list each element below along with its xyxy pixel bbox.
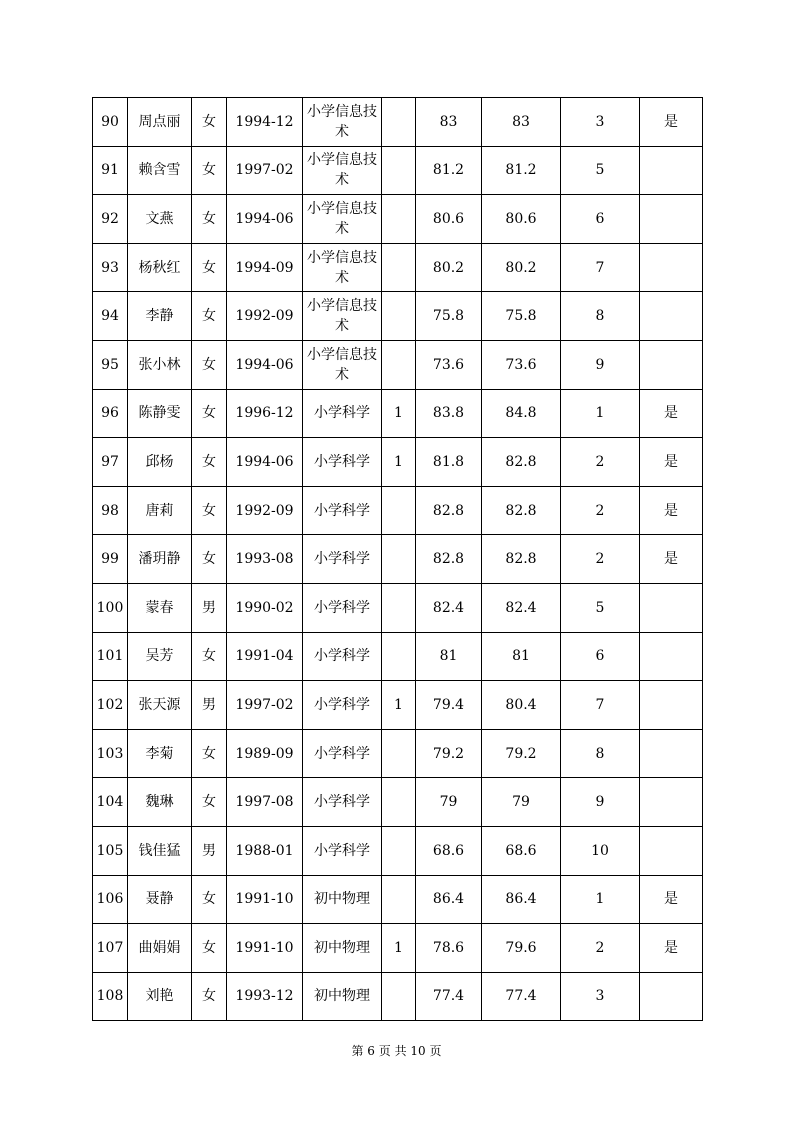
table-row: [93, 146, 703, 195]
birth-date-cell: 1994-06: [227, 438, 303, 487]
subject-cell: 小学科学: [303, 729, 382, 778]
rank-cell: 2: [561, 438, 640, 487]
subject-cell: 小学信息技术: [303, 243, 382, 292]
subject-cell: 小学科学: [303, 826, 382, 875]
gender-cell: 女: [192, 972, 227, 1021]
birth-date-cell: 1993-08: [227, 535, 303, 584]
table-row: [93, 486, 703, 535]
table-row: [93, 729, 703, 778]
bonus-points-cell: [382, 486, 416, 535]
row-number-cell: 96: [93, 389, 128, 438]
selected-cell: [640, 778, 703, 827]
name-cell: 曲娟娟: [128, 924, 192, 973]
row-number-cell: 105: [93, 826, 128, 875]
name-cell: 潘玥静: [128, 535, 192, 584]
score-cell: 79.2: [416, 729, 482, 778]
row-number-cell: 107: [93, 924, 128, 973]
row-number-cell: 95: [93, 340, 128, 389]
subject-cell: 小学科学: [303, 389, 382, 438]
bonus-points-cell: [382, 875, 416, 924]
score-cell: 78.6: [416, 924, 482, 973]
table-row: [93, 243, 703, 292]
rank-cell: 7: [561, 243, 640, 292]
score-cell: 80.2: [416, 243, 482, 292]
row-number-cell: 94: [93, 292, 128, 341]
selected-cell: [640, 146, 703, 195]
gender-cell: 女: [192, 875, 227, 924]
total-score-cell: 82.8: [482, 535, 561, 584]
rank-cell: 8: [561, 729, 640, 778]
selected-cell: [640, 195, 703, 244]
rank-cell: 6: [561, 195, 640, 244]
total-score-cell: 84.8: [482, 389, 561, 438]
row-number-cell: 91: [93, 146, 128, 195]
name-cell: 陈静雯: [128, 389, 192, 438]
table-row: [93, 389, 703, 438]
subject-cell: 小学科学: [303, 632, 382, 681]
total-score-cell: 81: [482, 632, 561, 681]
subject-cell: 初中物理: [303, 875, 382, 924]
table-row: [93, 632, 703, 681]
selected-cell: 是: [640, 389, 703, 438]
gender-cell: 女: [192, 389, 227, 438]
selected-cell: [640, 729, 703, 778]
bonus-points-cell: [382, 583, 416, 632]
rank-cell: 10: [561, 826, 640, 875]
gender-cell: 女: [192, 486, 227, 535]
total-score-cell: 68.6: [482, 826, 561, 875]
score-cell: 68.6: [416, 826, 482, 875]
row-number-cell: 108: [93, 972, 128, 1021]
name-cell: 杨秋红: [128, 243, 192, 292]
rank-cell: 2: [561, 535, 640, 584]
score-cell: 81: [416, 632, 482, 681]
total-score-cell: 82.4: [482, 583, 561, 632]
rank-cell: 2: [561, 924, 640, 973]
footer-prefix: 第: [351, 1044, 364, 1058]
footer-total-pages: 10: [410, 1044, 426, 1058]
birth-date-cell: 1988-01: [227, 826, 303, 875]
score-cell: 81.2: [416, 146, 482, 195]
bonus-points-cell: 1: [382, 924, 416, 973]
table-body: [93, 98, 703, 1021]
total-score-cell: 80.6: [482, 195, 561, 244]
selected-cell: 是: [640, 486, 703, 535]
name-cell: 李静: [128, 292, 192, 341]
birth-date-cell: 1991-10: [227, 924, 303, 973]
score-cell: 82.4: [416, 583, 482, 632]
total-score-cell: 80.4: [482, 681, 561, 730]
total-score-cell: 86.4: [482, 875, 561, 924]
bonus-points-cell: [382, 195, 416, 244]
total-score-cell: 79.2: [482, 729, 561, 778]
gender-cell: 女: [192, 438, 227, 487]
name-cell: 魏琳: [128, 778, 192, 827]
selected-cell: [640, 681, 703, 730]
birth-date-cell: 1997-08: [227, 778, 303, 827]
subject-cell: 初中物理: [303, 924, 382, 973]
bonus-points-cell: 1: [382, 438, 416, 487]
gender-cell: 女: [192, 146, 227, 195]
selected-cell: [640, 826, 703, 875]
table-row: [93, 972, 703, 1021]
subject-cell: 小学科学: [303, 681, 382, 730]
bonus-points-cell: [382, 340, 416, 389]
footer-page-number: 6: [367, 1044, 375, 1058]
subject-cell: 小学信息技术: [303, 98, 382, 147]
subject-cell: 小学科学: [303, 583, 382, 632]
birth-date-cell: 1994-06: [227, 340, 303, 389]
rank-cell: 1: [561, 389, 640, 438]
rank-cell: 5: [561, 146, 640, 195]
score-cell: 82.8: [416, 486, 482, 535]
name-cell: 赖含雪: [128, 146, 192, 195]
birth-date-cell: 1992-09: [227, 486, 303, 535]
row-number-cell: 100: [93, 583, 128, 632]
score-cell: 83: [416, 98, 482, 147]
total-score-cell: 79.6: [482, 924, 561, 973]
table-row: [93, 438, 703, 487]
selected-cell: 是: [640, 535, 703, 584]
score-cell: 79.4: [416, 681, 482, 730]
table-row: [93, 681, 703, 730]
subject-cell: 小学科学: [303, 486, 382, 535]
name-cell: 唐莉: [128, 486, 192, 535]
row-number-cell: 103: [93, 729, 128, 778]
table-row: [93, 924, 703, 973]
row-number-cell: 101: [93, 632, 128, 681]
row-number-cell: 92: [93, 195, 128, 244]
name-cell: 张小林: [128, 340, 192, 389]
birth-date-cell: 1993-12: [227, 972, 303, 1021]
subject-cell: 小学科学: [303, 438, 382, 487]
score-cell: 77.4: [416, 972, 482, 1021]
rank-cell: 2: [561, 486, 640, 535]
birth-date-cell: 1997-02: [227, 681, 303, 730]
page-footer: [0, 1042, 793, 1059]
bonus-points-cell: [382, 729, 416, 778]
selected-cell: 是: [640, 924, 703, 973]
table-row: [93, 195, 703, 244]
birth-date-cell: 1994-06: [227, 195, 303, 244]
subject-cell: 小学信息技术: [303, 292, 382, 341]
gender-cell: 男: [192, 826, 227, 875]
selected-cell: 是: [640, 98, 703, 147]
rank-cell: 3: [561, 98, 640, 147]
selected-cell: [640, 583, 703, 632]
total-score-cell: 83: [482, 98, 561, 147]
rank-cell: 9: [561, 778, 640, 827]
total-score-cell: 77.4: [482, 972, 561, 1021]
selected-cell: [640, 972, 703, 1021]
table-row: [93, 583, 703, 632]
table-row: [93, 875, 703, 924]
bonus-points-cell: [382, 826, 416, 875]
gender-cell: 女: [192, 535, 227, 584]
score-cell: 82.8: [416, 535, 482, 584]
row-number-cell: 98: [93, 486, 128, 535]
total-score-cell: 80.2: [482, 243, 561, 292]
table-row: [93, 292, 703, 341]
rank-cell: 1: [561, 875, 640, 924]
rank-cell: 3: [561, 972, 640, 1021]
score-cell: 81.8: [416, 438, 482, 487]
subject-cell: 小学科学: [303, 535, 382, 584]
bonus-points-cell: [382, 972, 416, 1021]
row-number-cell: 97: [93, 438, 128, 487]
rank-cell: 6: [561, 632, 640, 681]
bonus-points-cell: [382, 778, 416, 827]
birth-date-cell: 1994-12: [227, 98, 303, 147]
rank-cell: 9: [561, 340, 640, 389]
bonus-points-cell: [382, 632, 416, 681]
table-row: [93, 535, 703, 584]
row-number-cell: 93: [93, 243, 128, 292]
row-number-cell: 99: [93, 535, 128, 584]
bonus-points-cell: 1: [382, 389, 416, 438]
bonus-points-cell: [382, 98, 416, 147]
name-cell: 邱杨: [128, 438, 192, 487]
subject-cell: 小学信息技术: [303, 195, 382, 244]
selected-cell: [640, 292, 703, 341]
birth-date-cell: 1989-09: [227, 729, 303, 778]
name-cell: 蒙春: [128, 583, 192, 632]
gender-cell: 男: [192, 583, 227, 632]
score-cell: 80.6: [416, 195, 482, 244]
subject-cell: 小学信息技术: [303, 340, 382, 389]
gender-cell: 女: [192, 292, 227, 341]
rank-cell: 7: [561, 681, 640, 730]
bonus-points-cell: [382, 535, 416, 584]
table-row: [93, 98, 703, 147]
name-cell: 周点丽: [128, 98, 192, 147]
bonus-points-cell: 1: [382, 681, 416, 730]
birth-date-cell: 1997-02: [227, 146, 303, 195]
name-cell: 钱佳猛: [128, 826, 192, 875]
name-cell: 张天源: [128, 681, 192, 730]
name-cell: 吴芳: [128, 632, 192, 681]
bonus-points-cell: [382, 292, 416, 341]
selected-cell: [640, 243, 703, 292]
selected-cell: 是: [640, 438, 703, 487]
score-cell: 79: [416, 778, 482, 827]
total-score-cell: 82.8: [482, 486, 561, 535]
score-cell: 83.8: [416, 389, 482, 438]
bonus-points-cell: [382, 243, 416, 292]
name-cell: 聂静: [128, 875, 192, 924]
birth-date-cell: 1990-02: [227, 583, 303, 632]
gender-cell: 女: [192, 778, 227, 827]
results-table: [92, 97, 703, 1021]
birth-date-cell: 1991-04: [227, 632, 303, 681]
row-number-cell: 106: [93, 875, 128, 924]
table-row: [93, 826, 703, 875]
selected-cell: [640, 340, 703, 389]
subject-cell: 初中物理: [303, 972, 382, 1021]
gender-cell: 女: [192, 632, 227, 681]
gender-cell: 女: [192, 924, 227, 973]
footer-suffix: 页: [429, 1044, 442, 1058]
subject-cell: 小学信息技术: [303, 146, 382, 195]
name-cell: 刘艳: [128, 972, 192, 1021]
gender-cell: 女: [192, 729, 227, 778]
row-number-cell: 90: [93, 98, 128, 147]
name-cell: 李菊: [128, 729, 192, 778]
score-cell: 75.8: [416, 292, 482, 341]
gender-cell: 女: [192, 243, 227, 292]
footer-middle: 页 共: [378, 1044, 407, 1058]
birth-date-cell: 1996-12: [227, 389, 303, 438]
subject-cell: 小学科学: [303, 778, 382, 827]
rank-cell: 8: [561, 292, 640, 341]
total-score-cell: 75.8: [482, 292, 561, 341]
birth-date-cell: 1991-10: [227, 875, 303, 924]
row-number-cell: 104: [93, 778, 128, 827]
score-cell: 73.6: [416, 340, 482, 389]
bonus-points-cell: [382, 146, 416, 195]
birth-date-cell: 1992-09: [227, 292, 303, 341]
total-score-cell: 79: [482, 778, 561, 827]
selected-cell: [640, 632, 703, 681]
score-cell: 86.4: [416, 875, 482, 924]
rank-cell: 5: [561, 583, 640, 632]
gender-cell: 女: [192, 195, 227, 244]
name-cell: 文燕: [128, 195, 192, 244]
total-score-cell: 81.2: [482, 146, 561, 195]
gender-cell: 女: [192, 98, 227, 147]
table-row: [93, 778, 703, 827]
row-number-cell: 102: [93, 681, 128, 730]
birth-date-cell: 1994-09: [227, 243, 303, 292]
gender-cell: 男: [192, 681, 227, 730]
total-score-cell: 82.8: [482, 438, 561, 487]
selected-cell: 是: [640, 875, 703, 924]
gender-cell: 女: [192, 340, 227, 389]
total-score-cell: 73.6: [482, 340, 561, 389]
table-row: [93, 340, 703, 389]
